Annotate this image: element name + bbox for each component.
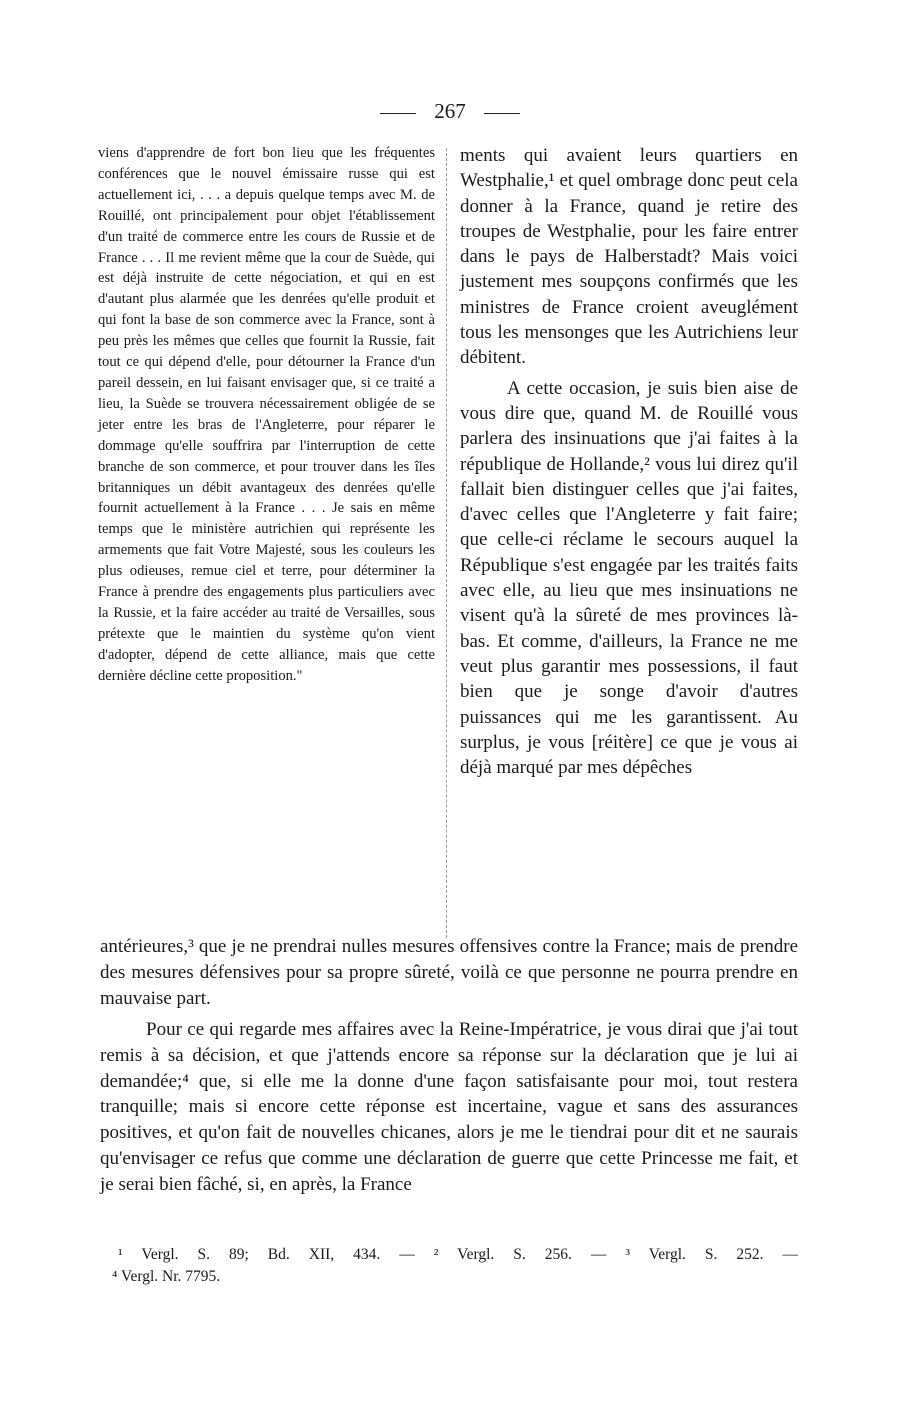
footnote-line: ⁴ Vergl. Nr. 7795. (112, 1268, 221, 1285)
header-dash-left (380, 113, 416, 114)
full-width-text (100, 934, 798, 1198)
main-paragraph: ments qui avaient leurs quartiers en Westphalie,¹ et quel ombrage donc peut cela donner à la France, quand je retire des troupes de Westphalie, pour les faire entrer dans le pays de Halberstadt? Mais voici justement mes soupçons confirmés que les ministres de France croient aveuglément tous les mensonges que les Autrichiens leur débitent. (460, 145, 798, 369)
quoted-letter-text: viens d'apprendre de fort bon lieu que les fréquentes conférences que le nouvel émissaire russe qui est actuellement ici, . . . a depuis quelque temps avec M. de Rouillé, ont principalement pour objet l'établissement d'un traité de commerce entre les cours de Russie et de France . . . Il me revient même que la cour de Suède, qui est déjà instruite de cette négociation, et qui en est d'autant plus alarmée que les denrées qu'elle produit et qui font la base de son commerce avec la France, sont à peu près les mêmes que celles que fournit la Russie, fait tout ce qui dépend d'elle, pour détourner la France d'un pareil dessein, en lui faisant envisager que, si ce traité a lieu, la Suède se trouvera nécessairement obligée de se jeter entre les bras de l'Angleterre, pour réparer le dommage qu'elle souffrira par l'interruption de cette branche de son commerce, et pour trouver dans les îles britanniques un débit avantageux des denrées qu'elle fournit actuellement à la France . . . Je sais en même temps que le ministère autrichien qui représente les armements que fait Votre Majesté, sous les couleurs les plus odieuses, remue ciel et terre, pour déterminer la France à prendre des engagements plus particuliers avec la Russie, et la faire accéder au traité de Versailles, sous prétexte que le maintien du système qu'on vient d'adopter, dépend de cette alliance, mais que cette dernière décline cette proposition." (98, 145, 435, 684)
header-dash-right (484, 113, 520, 114)
page-header (0, 96, 900, 126)
quoted-letter-column (98, 143, 435, 687)
main-paragraph: Pour ce qui regarde mes affaires avec la Reine-Impératrice, je vous dirai que j'ai tout remis à sa décision, et que j'attends encore sa réponse sur la déclaration que je lui ai demandée;⁴ que, si elle me la donne d'une façon satisfaisante pour moi, tout restera tranquille; mais si encore cette réponse est incertaine, vague et sans des assurances positives, et qu'on fait de nouvelles chicanes, alors je me le tiendrai pour dit et ne saurais qu'envisager ce refus que comme une déclaration de guerre que cette Princesse me fait, et je serai bien fâché, si, en après, la France (100, 1018, 798, 1196)
footnotes (112, 1244, 798, 1288)
footnote-line: ¹ Vergl. S. 89; Bd. XII, 434. — ² Vergl. S. 256. — ³ Vergl. S. 252. — (118, 1246, 798, 1263)
main-text-column (460, 143, 798, 780)
page-number: 267 (434, 99, 466, 123)
column-divider (446, 148, 447, 938)
main-paragraph: antérieures,³ que je ne prendrai nulles mesures offensives contre la France; mais de prendre des mesures défensives pour sa propre sûreté, voilà ce que personne ne pourra prendre en mauvaise part. (100, 936, 798, 1009)
main-paragraph: A cette occasion, je suis bien aise de vous dire que, quand M. de Rouillé vous parlera des insinuations que j'ai faites à la république de Hollande,² vous lui direz qu'il fallait bien distinguer celles que j'ai faites, d'avec celles que l'Angleterre y fait faire; que celle-ci réclame le secours auquel la République s'est engagée par les traités faits avec elle, au lieu que mes insinuations ne visent qu'à la sûreté de mes provinces là-bas. Et comme, d'ailleurs, la France ne me veut plus garantir mes possessions, il faut bien que je songe d'avoir d'autres puissances qui me les garantissent. Au surplus, je vous [réitère] ce que je vous ai déjà marqué par mes dépêches (460, 377, 798, 779)
